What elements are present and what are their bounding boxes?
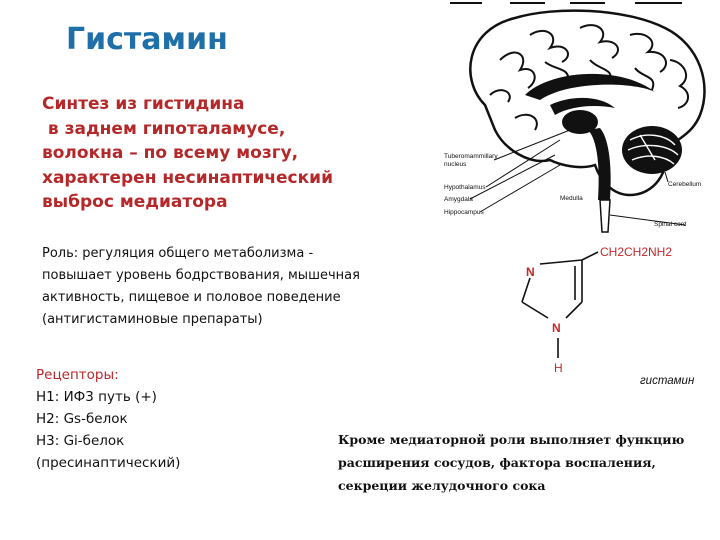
receptor-item: (пресинаптический) bbox=[36, 455, 181, 471]
label-hypothalamus: Hypothalamus bbox=[444, 184, 486, 191]
synthesis-line: в заднем гипоталамусе, bbox=[42, 118, 286, 139]
atom-h: H bbox=[554, 361, 563, 375]
atom-n-top: N bbox=[526, 265, 535, 279]
label-spinal-cord: Spinal cord bbox=[654, 221, 687, 228]
role-text: Роль: регуляция общего метаболизма - повышает уровень бодрствования, мышечная активность, пищевое и половое поведение (антигистаминовые препараты) bbox=[42, 246, 360, 327]
label-medulla: Medulla bbox=[560, 195, 583, 202]
label-amygdala: Amygdala bbox=[444, 196, 473, 203]
histamine-formula bbox=[500, 230, 710, 390]
side-chain: CH2CH2NH2 bbox=[600, 245, 673, 259]
receptor-item: H2: Gs-белок bbox=[36, 411, 128, 427]
synthesis-line: волокна – по всему мозгу, bbox=[42, 143, 299, 163]
brain-illustration bbox=[420, 0, 720, 235]
synthesis-line: выброс медиатора bbox=[42, 192, 228, 212]
synthesis-text bbox=[42, 92, 382, 215]
slide-title: Гистамин bbox=[66, 22, 228, 57]
synthesis-line: Синтез из гистидина bbox=[42, 94, 245, 114]
molecule-name: гистамин bbox=[640, 375, 695, 387]
label-nucleus: nucleus bbox=[444, 161, 467, 168]
label-cerebellum: Cerebellum bbox=[668, 181, 702, 188]
receptor-item: H1: ИФ3 путь (+) bbox=[36, 389, 157, 405]
label-tuberomammillary: Tuberomammillary bbox=[444, 153, 498, 160]
atom-n-bottom: N bbox=[552, 321, 561, 335]
extra-function-text: Кроме медиаторной роли выполняет функцию расширения сосудов, фактора воспаления, секреции желудочного сока bbox=[338, 432, 685, 493]
label-hippocampus: Hippocampus bbox=[444, 209, 484, 216]
receptors-header: Рецепторы: bbox=[36, 367, 119, 383]
receptor-item: H3: Gi-белок bbox=[36, 433, 125, 449]
receptors-list bbox=[36, 364, 180, 474]
synthesis-line: характерен несинаптический bbox=[42, 167, 333, 188]
